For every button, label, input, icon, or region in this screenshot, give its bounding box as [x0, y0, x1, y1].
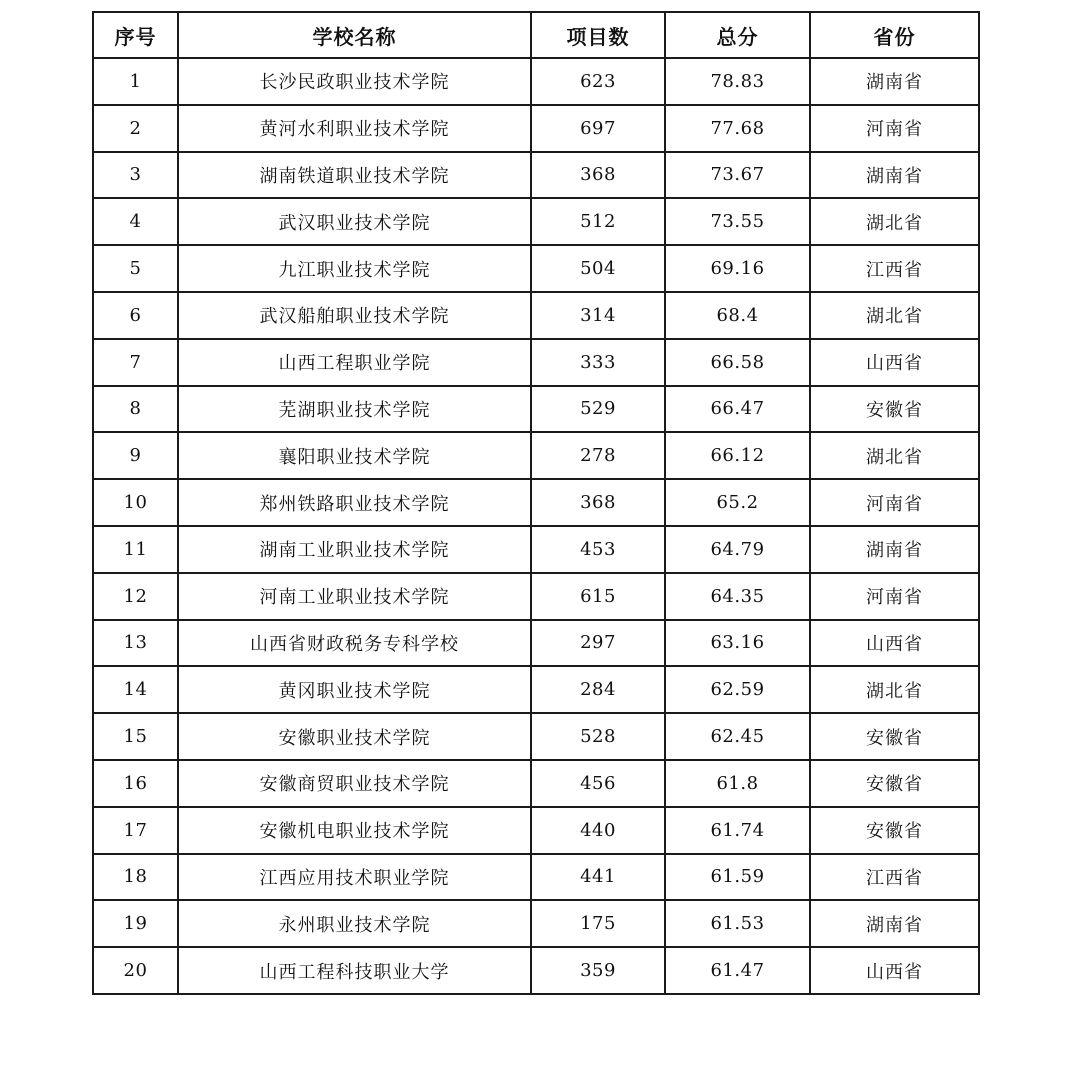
table-row [93, 620, 979, 667]
cell-rank: 19 [93, 900, 178, 947]
cell-total-score: 61.47 [665, 947, 810, 994]
table-row [93, 292, 979, 339]
header-school: 学校名称 [178, 12, 531, 58]
cell-province: 湖南省 [810, 900, 979, 947]
cell-rank: 18 [93, 854, 178, 901]
cell-rank: 16 [93, 760, 178, 807]
cell-province: 安徽省 [810, 760, 979, 807]
table-row [93, 854, 979, 901]
ranking-table [92, 11, 980, 995]
table-row [93, 900, 979, 947]
cell-rank: 12 [93, 573, 178, 620]
table-row [93, 573, 979, 620]
cell-project-count: 368 [531, 479, 665, 526]
table-row [93, 666, 979, 713]
cell-province: 河南省 [810, 479, 979, 526]
cell-project-count: 441 [531, 854, 665, 901]
cell-school-name: 安徽职业技术学院 [178, 713, 531, 760]
table-row [93, 713, 979, 760]
cell-total-score: 61.53 [665, 900, 810, 947]
cell-project-count: 504 [531, 245, 665, 292]
cell-school-name: 河南工业职业技术学院 [178, 573, 531, 620]
cell-rank: 14 [93, 666, 178, 713]
cell-province: 湖北省 [810, 666, 979, 713]
cell-total-score: 61.59 [665, 854, 810, 901]
cell-province: 河南省 [810, 573, 979, 620]
cell-project-count: 314 [531, 292, 665, 339]
cell-rank: 5 [93, 245, 178, 292]
cell-rank: 17 [93, 807, 178, 854]
cell-province: 湖北省 [810, 292, 979, 339]
cell-school-name: 襄阳职业技术学院 [178, 432, 531, 479]
cell-school-name: 山西工程职业学院 [178, 339, 531, 386]
cell-school-name: 山西工程科技职业大学 [178, 947, 531, 994]
cell-province: 湖北省 [810, 432, 979, 479]
cell-project-count: 512 [531, 198, 665, 245]
cell-rank: 1 [93, 58, 178, 105]
cell-project-count: 623 [531, 58, 665, 105]
table-row [93, 386, 979, 433]
table-row [93, 479, 979, 526]
cell-rank: 13 [93, 620, 178, 667]
cell-rank: 7 [93, 339, 178, 386]
cell-rank: 4 [93, 198, 178, 245]
cell-total-score: 66.47 [665, 386, 810, 433]
cell-rank: 6 [93, 292, 178, 339]
table-row [93, 760, 979, 807]
cell-province: 安徽省 [810, 807, 979, 854]
cell-rank: 10 [93, 479, 178, 526]
cell-total-score: 63.16 [665, 620, 810, 667]
cell-total-score: 62.45 [665, 713, 810, 760]
cell-province: 湖南省 [810, 152, 979, 199]
table-row [93, 58, 979, 105]
cell-total-score: 78.83 [665, 58, 810, 105]
cell-rank: 3 [93, 152, 178, 199]
cell-project-count: 175 [531, 900, 665, 947]
cell-rank: 11 [93, 526, 178, 573]
table-row [93, 432, 979, 479]
cell-school-name: 安徽商贸职业技术学院 [178, 760, 531, 807]
cell-project-count: 284 [531, 666, 665, 713]
cell-project-count: 278 [531, 432, 665, 479]
header-rank: 序号 [93, 12, 178, 58]
cell-total-score: 65.2 [665, 479, 810, 526]
table-row [93, 105, 979, 152]
cell-province: 湖南省 [810, 526, 979, 573]
cell-total-score: 66.58 [665, 339, 810, 386]
cell-province: 河南省 [810, 105, 979, 152]
cell-total-score: 66.12 [665, 432, 810, 479]
cell-total-score: 62.59 [665, 666, 810, 713]
cell-project-count: 528 [531, 713, 665, 760]
cell-total-score: 64.79 [665, 526, 810, 573]
table-row [93, 245, 979, 292]
cell-province: 江西省 [810, 854, 979, 901]
cell-total-score: 61.74 [665, 807, 810, 854]
cell-school-name: 湖南铁道职业技术学院 [178, 152, 531, 199]
cell-project-count: 297 [531, 620, 665, 667]
cell-school-name: 郑州铁路职业技术学院 [178, 479, 531, 526]
cell-province: 江西省 [810, 245, 979, 292]
cell-rank: 20 [93, 947, 178, 994]
table-header [93, 12, 979, 58]
cell-project-count: 333 [531, 339, 665, 386]
cell-total-score: 68.4 [665, 292, 810, 339]
cell-total-score: 73.67 [665, 152, 810, 199]
table-row [93, 198, 979, 245]
cell-project-count: 697 [531, 105, 665, 152]
cell-school-name: 芜湖职业技术学院 [178, 386, 531, 433]
cell-total-score: 73.55 [665, 198, 810, 245]
cell-school-name: 永州职业技术学院 [178, 900, 531, 947]
cell-total-score: 77.68 [665, 105, 810, 152]
header-projects: 项目数 [531, 12, 665, 58]
table-row [93, 807, 979, 854]
cell-province: 湖南省 [810, 58, 979, 105]
cell-rank: 15 [93, 713, 178, 760]
cell-school-name: 武汉船舶职业技术学院 [178, 292, 531, 339]
cell-province: 安徽省 [810, 713, 979, 760]
cell-school-name: 黄河水利职业技术学院 [178, 105, 531, 152]
cell-rank: 2 [93, 105, 178, 152]
cell-project-count: 456 [531, 760, 665, 807]
cell-project-count: 529 [531, 386, 665, 433]
cell-province: 山西省 [810, 620, 979, 667]
header-province: 省份 [810, 12, 979, 58]
cell-project-count: 359 [531, 947, 665, 994]
cell-province: 湖北省 [810, 198, 979, 245]
cell-school-name: 九江职业技术学院 [178, 245, 531, 292]
cell-province: 安徽省 [810, 386, 979, 433]
cell-rank: 9 [93, 432, 178, 479]
cell-project-count: 615 [531, 573, 665, 620]
cell-school-name: 湖南工业职业技术学院 [178, 526, 531, 573]
cell-project-count: 453 [531, 526, 665, 573]
cell-school-name: 武汉职业技术学院 [178, 198, 531, 245]
cell-school-name: 山西省财政税务专科学校 [178, 620, 531, 667]
cell-project-count: 368 [531, 152, 665, 199]
cell-total-score: 61.8 [665, 760, 810, 807]
table-row [93, 947, 979, 994]
table-row [93, 526, 979, 573]
cell-rank: 8 [93, 386, 178, 433]
table-row [93, 339, 979, 386]
table-row [93, 152, 979, 199]
cell-total-score: 64.35 [665, 573, 810, 620]
cell-school-name: 安徽机电职业技术学院 [178, 807, 531, 854]
cell-school-name: 江西应用技术职业学院 [178, 854, 531, 901]
header-row [93, 12, 979, 58]
cell-total-score: 69.16 [665, 245, 810, 292]
table-body [93, 58, 979, 994]
cell-project-count: 440 [531, 807, 665, 854]
cell-province: 山西省 [810, 339, 979, 386]
cell-province: 山西省 [810, 947, 979, 994]
cell-school-name: 黄冈职业技术学院 [178, 666, 531, 713]
header-score: 总分 [665, 12, 810, 58]
cell-school-name: 长沙民政职业技术学院 [178, 58, 531, 105]
